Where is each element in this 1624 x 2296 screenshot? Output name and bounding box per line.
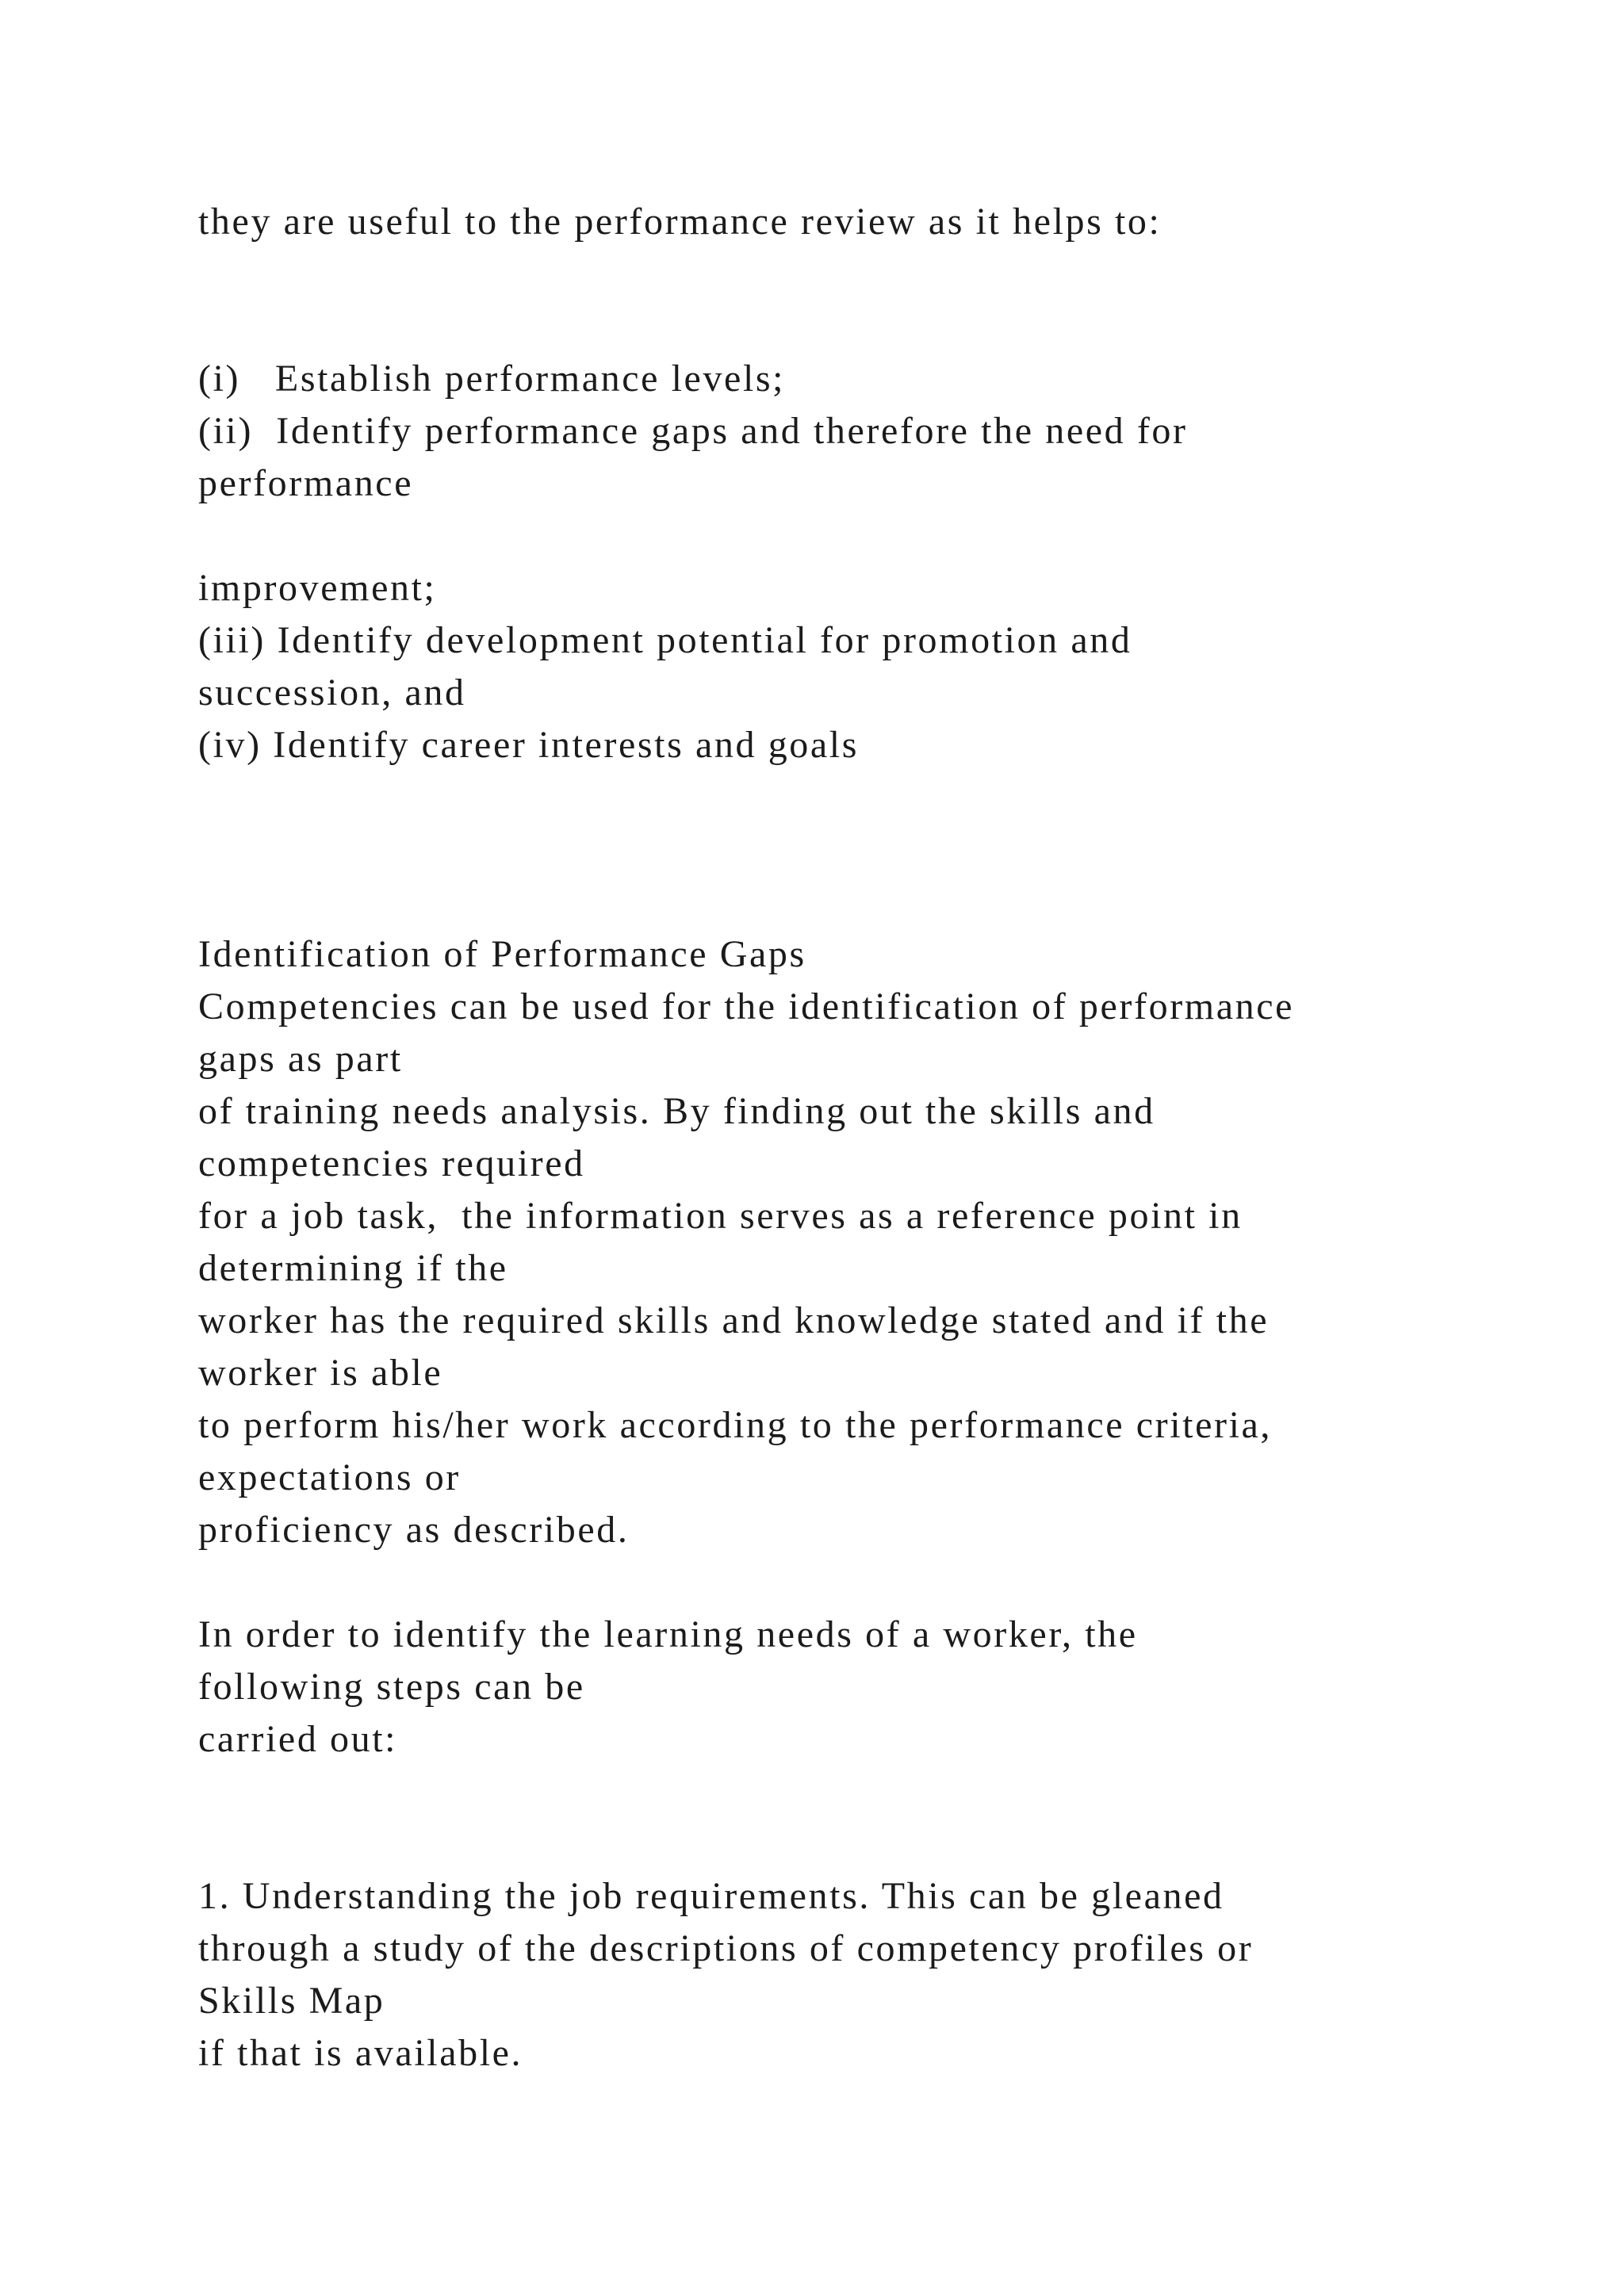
step-item-1-continued: Skills Map (198, 1980, 385, 2022)
paragraph-line: for a job task, the information serves as a reference point in (198, 1195, 1243, 1237)
paragraph-line: worker has the required skills and knowledge stated and if the (198, 1299, 1270, 1341)
paragraph-line: gaps as part (198, 1038, 403, 1080)
list-item-i: (i) Establish performance levels; (198, 358, 786, 400)
paragraph-line: worker is able (198, 1352, 443, 1394)
step-item-1-continued: if that is available. (198, 2032, 523, 2074)
step-item-1: 1. Understanding the job requirements. This can be gleaned (198, 1875, 1224, 1917)
list-item-iv: (iv) Identify career interests and goals (198, 724, 860, 766)
paragraph-line: In order to identify the learning needs of a worker, the (198, 1613, 1138, 1655)
paragraph-line: to perform his/her work according to the performance criteria, (198, 1404, 1273, 1446)
paragraph-line: expectations or (198, 1456, 461, 1498)
paragraph-line: Competencies can be used for the identification of performance (198, 985, 1295, 1027)
paragraph-line: of training needs analysis. By finding out the skills and (198, 1090, 1155, 1132)
paragraph-line: determining if the (198, 1247, 508, 1289)
list-item-ii-continued: improvement; (198, 567, 437, 609)
paragraph-line: competencies required (198, 1142, 585, 1184)
step-item-1-continued: through a study of the descriptions of competency profiles or (198, 1927, 1254, 1969)
section-heading: Identification of Performance Gaps (198, 933, 806, 975)
list-item-iii: (iii) Identify development potential for promotion and (198, 619, 1132, 661)
list-item-iii-continued: succession, and (198, 672, 466, 714)
list-item-ii: (ii) Identify performance gaps and therefore the need for (198, 410, 1188, 452)
paragraph-line: carried out: (198, 1718, 398, 1760)
paragraph-line: proficiency as described. (198, 1509, 630, 1551)
list-item-ii-continued: performance (198, 462, 414, 504)
paragraph-line: following steps can be (198, 1666, 585, 1708)
intro-line: they are useful to the performance review as it helps to: (198, 201, 1162, 243)
